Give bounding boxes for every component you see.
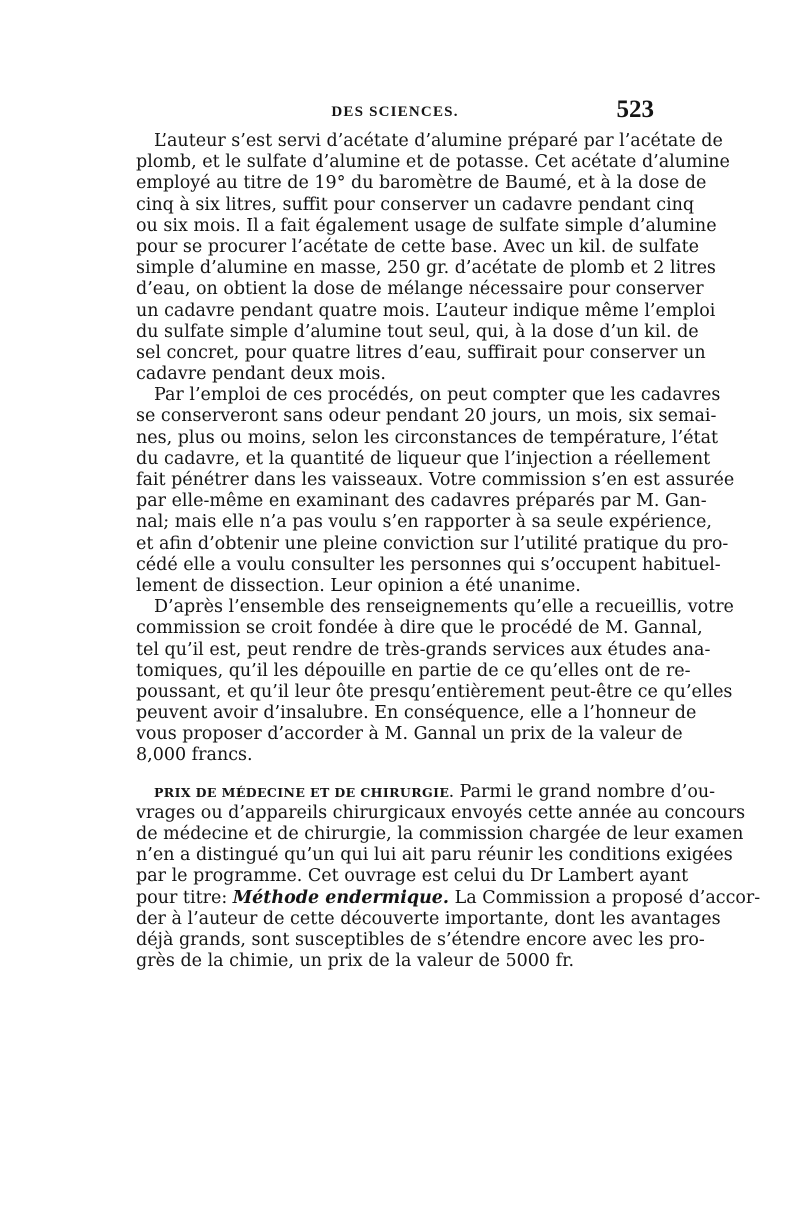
text-line: tel qu’il est, peut rendre de très-grands services aux études ana-	[136, 639, 711, 660]
running-title: DES SCIENCES.	[331, 104, 459, 120]
text-line: un cadavre pendant quatre mois. L’auteur indique même l’emploi	[136, 300, 716, 321]
text-line: sel concret, pour quatre litres d’eau, suffirait pour conserver un	[136, 342, 706, 363]
text-line: du sulfate simple d’alumine tout seul, qui, à la dose d’un kil. de	[136, 321, 699, 342]
section-heading: PRIX DE MÉDECINE ET DE CHIRURGIE.	[154, 784, 455, 800]
text-line: vrages ou d’appareils chirurgicaux envoyés cette année au concours	[136, 802, 746, 823]
paragraph-commission-conclusion	[136, 597, 734, 767]
text-line: se conserveront sans odeur pendant 20 jours, un mois, six semai-	[136, 406, 717, 427]
body-text	[136, 131, 761, 972]
text-line: grès de la chimie, un prix de la valeur de 5000 fr.	[136, 951, 575, 972]
text-line: plomb, et le sulfate d’alumine et de potasse. Cet acétate d’alumine	[136, 152, 730, 173]
text-line: 8,000 francs.	[136, 745, 253, 766]
text-line: Par l’emploi de ces procédés, on peut compter que les cadavres	[154, 385, 721, 406]
text-line: tomiques, qu’il les dépouille en partie de ce qu’elles ont de re-	[136, 660, 691, 681]
paragraph-preservation-results	[136, 385, 735, 597]
section-spacer	[136, 767, 654, 782]
text-line: par le programme. Cet ouvrage est celui du Dr Lambert ayant	[136, 866, 689, 887]
title-suffix: La Commission a proposé d’accor-	[449, 887, 761, 908]
text-line: d’eau, on obtient la dose de mélange nécessaire pour conserver	[136, 279, 704, 300]
text-line: poussant, et qu’il leur ôte presqu’entièrement peut-être ce qu’elles	[136, 681, 733, 702]
work-title: Méthode endermique.	[232, 887, 450, 908]
title-prefix: pour titre:	[136, 887, 233, 908]
page-number: 523	[616, 96, 654, 123]
text-line: ou six mois. Il a fait également usage de sulfate simple d’alumine	[136, 215, 717, 236]
text-line: lement de dissection. Leur opinion a été unanime.	[136, 575, 581, 596]
text-line: L’auteur s’est servi d’acétate d’alumine préparé par l’acétate de	[154, 131, 723, 151]
paragraph-prize-medicine	[136, 781, 761, 973]
text-line: et afin d’obtenir une pleine conviction sur l’utilité pratique du pro-	[136, 533, 729, 554]
text-line: nes, plus ou moins, selon les circonstances de température, l’état	[136, 427, 719, 448]
text-line: D’après l’ensemble des renseignements qu’elle a recueillis, votre	[154, 597, 734, 618]
text-line: par elle-même en examinant des cadavres préparés par M. Gan-	[136, 491, 707, 512]
text-line: n’en a distingué qu’un qui lui ait paru réunir les conditions exigées	[136, 845, 733, 866]
text-line: fait pénétrer dans les vaisseaux. Votre commission s’en est assurée	[136, 470, 735, 490]
text-line: pour se procurer l’acétate de cette base. Avec un kil. de sulfate	[136, 236, 700, 257]
text-line: déjà grands, sont susceptibles de s’étendre encore avec les pro-	[136, 929, 705, 950]
text-line: simple d’alumine en masse, 250 gr. d’acétate de plomb et 2 litres	[136, 258, 716, 279]
text-line: du cadavre, et la quantité de liqueur que l’injection a réellement	[136, 448, 711, 469]
text-line: cadavre pendant deux mois.	[136, 364, 386, 385]
page-header	[136, 96, 654, 130]
text-line	[136, 887, 761, 909]
text-line: cinq à six litres, suffit pour conserver un cadavre pendant cinq	[136, 194, 695, 215]
text-line: nal; mais elle n’a pas voulu s’en rapporter à sa seule expérience,	[136, 512, 712, 533]
heading-continuation: Parmi le grand nombre d’ou-	[454, 781, 716, 802]
text-line: der à l’auteur de cette découverte importante, dont les avantages	[136, 908, 721, 929]
text-line: employé au titre de 19° du baromètre de Baumé, et à la dose de	[136, 173, 707, 194]
text-line	[136, 781, 716, 803]
text-line: commission se croit fondée à dire que le procédé de M. Gannal,	[136, 618, 703, 639]
text-line: de médecine et de chirurgie, la commission chargée de leur examen	[136, 824, 744, 844]
paragraph-alumine-acetate	[136, 131, 730, 385]
text-line: vous proposer d’accorder à M. Gannal un prix de la valeur de	[136, 724, 683, 745]
text-line: cédé elle a voulu consulter les personnes qui s’occupent habituel-	[136, 554, 721, 575]
text-line: peuvent avoir d’insalubre. En conséquence, elle a l’honneur de	[136, 703, 697, 724]
